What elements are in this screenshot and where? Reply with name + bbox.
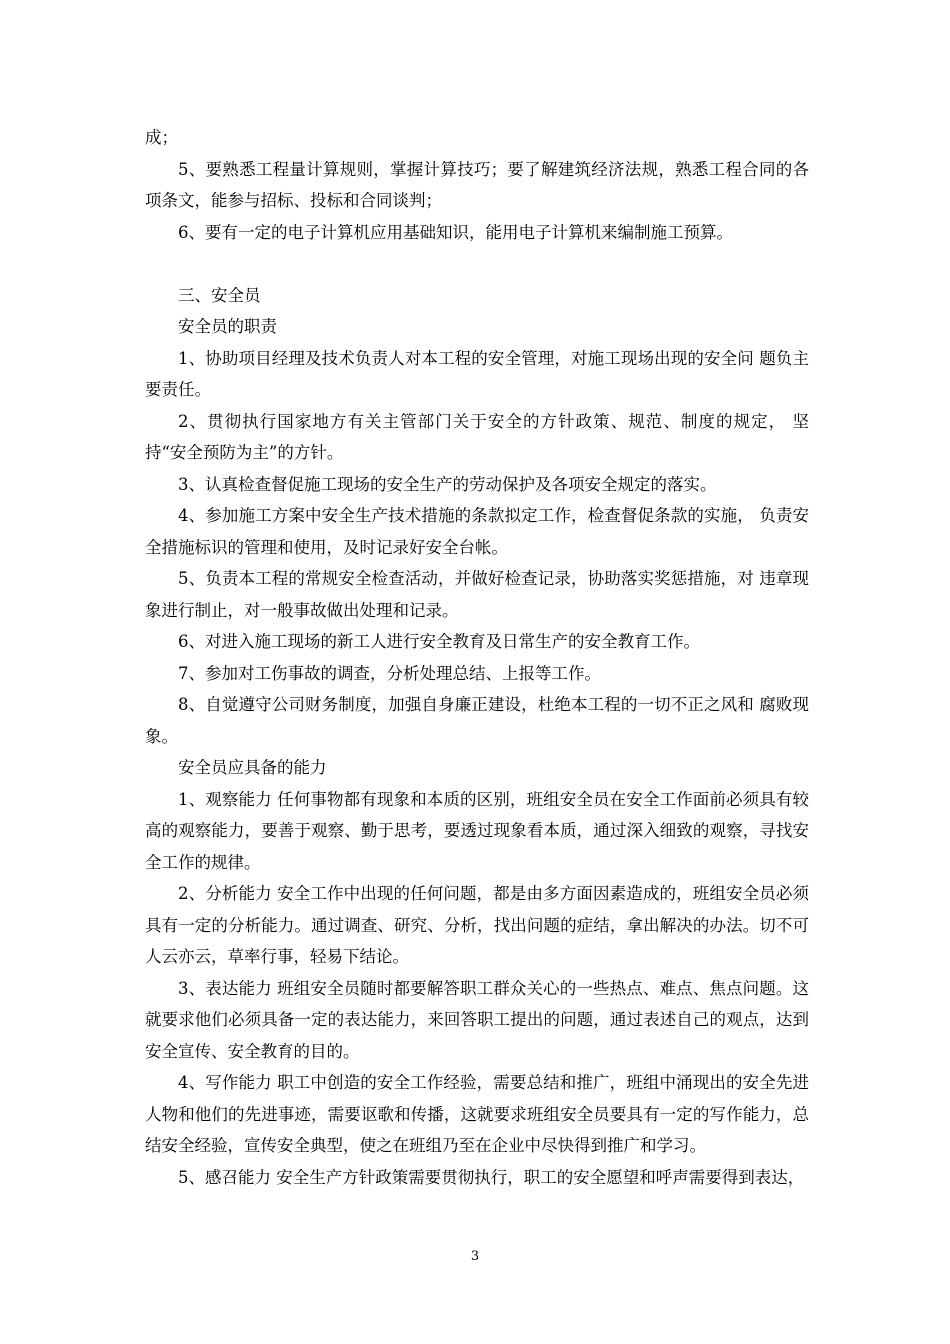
paragraph: 3、表达能力 班组安全员随时都要解答职工群众关心的一些热点、难点、焦点问题。这就要求他们必须具备一定的表达能力，来回答职工提出的问题，通过表述自己的观点，达到安全宣传、安全教育的目的。 bbox=[145, 978, 809, 1061]
body-text bbox=[145, 122, 809, 1193]
paragraph: 6、要有一定的电子计算机应用基础知识，能用电子计算机来编制施工预算。 bbox=[178, 222, 733, 242]
paragraph: 1、协助项目经理及技术负责人对本工程的安全管理，对施工现场出现的安全问 题负主要责任。 bbox=[145, 348, 809, 399]
paragraph: 1、观察能力 任何事物都有现象和本质的区别，班组安全员在安全工作面前必须具有较高的观察能力，要善于观察、勤于思考，要透过现象看本质，通过深入细致的观察，寻找安全工作的规律。 bbox=[145, 789, 809, 872]
paragraph: 成； bbox=[145, 128, 178, 147]
paragraph: 2、分析能力 安全工作中出现的任何问题，都是由多方面因素造成的，班组安全员必须具有一定的分析能力。通过调查、研究、分析，找出问题的症结，拿出解决的办法。切不可人云亦云，草率行事，轻易下结论。 bbox=[145, 884, 809, 966]
paragraph: 5、要熟悉工程量计算规则，掌握计算技巧；要了解建筑经济法规，熟悉工程合同的各项条文，能参与招标、投标和合同谈判； bbox=[145, 159, 809, 210]
paragraph: 5、感召能力 安全生产方针政策需要贯彻执行，职工的安全愿望和呼声需要得到表达， bbox=[178, 1167, 805, 1187]
paragraph: 6、对进入施工现场的新工人进行安全教育及日常生产的安全教育工作。 bbox=[178, 632, 700, 651]
subsection-heading: 安全员应具备的能力 bbox=[178, 758, 327, 777]
paragraph: 4、参加施工方案中安全生产技术措施的条款拟定工作，检查督促条款的实施， 负责安全措施标识的管理和使用，及时记录好安全台帐。 bbox=[145, 506, 809, 557]
paragraph: 3、认真检查督促施工现场的安全生产的劳动保护及各项安全规定的落实。 bbox=[178, 474, 717, 494]
subsection-heading: 安全员的职责 bbox=[178, 317, 277, 336]
paragraph: 5、负责本工程的常规安全检查活动，并做好检查记录，协助落实奖惩措施，对 违章现象进行制止，对一般事故做出处理和记录。 bbox=[145, 569, 809, 620]
paragraph: 7、参加对工伤事故的调查，分析处理总结、上报等工作。 bbox=[178, 663, 601, 683]
blank-line bbox=[145, 248, 809, 280]
paragraph: 2、贯彻执行国家地方有关主管部门关于安全的方针政策、规范、制度的规定， 坚持“安全预防为主”的方针。 bbox=[145, 411, 809, 462]
paragraph: 4、写作能力 职工中创造的安全工作经验，需要总结和推广，班组中涌现出的安全先进人物和他们的先进事迹，需要讴歌和传播，这就要求班组安全员要具有一定的写作能力，总结安全经验，宣传安全典型，使之在班组乃至在企业中尽快得到推广和学习。 bbox=[145, 1073, 809, 1155]
page-number: 3 bbox=[470, 1249, 480, 1264]
section-heading: 三、安全员 bbox=[178, 285, 261, 305]
paragraph: 8、自觉遵守公司财务制度，加强自身廉正建设，杜绝本工程的一切不正之风和 腐败现象。 bbox=[145, 695, 809, 746]
